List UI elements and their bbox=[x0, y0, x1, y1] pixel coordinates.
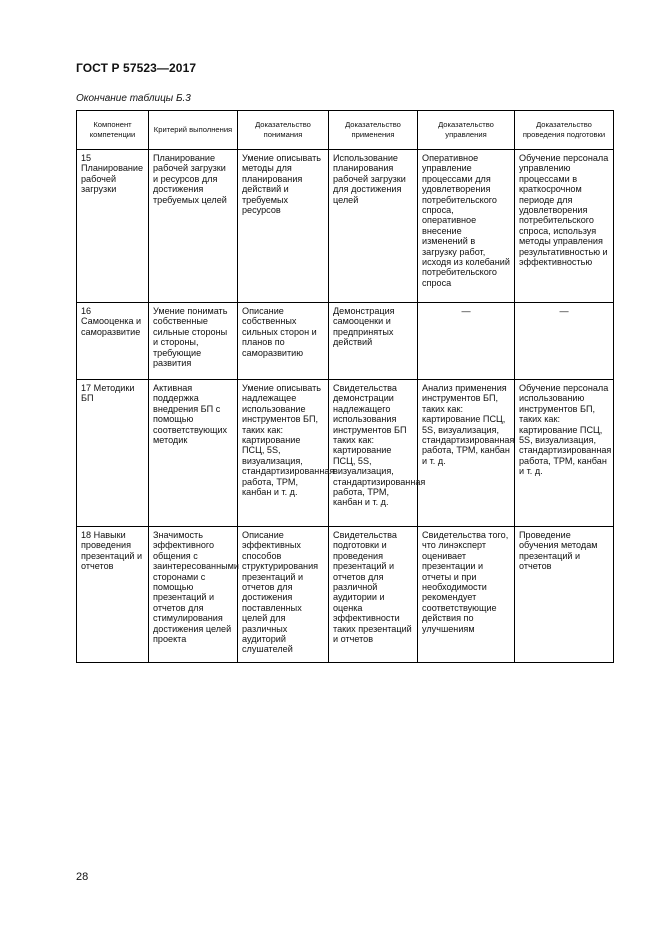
table-cell: — bbox=[515, 303, 614, 380]
table-cell: Обучение персонала использованию инструментов БП, таких как: картирование ПСЦ, 5S, визуализация, стандартизированная работа, ТРМ, канбан и т. д. bbox=[515, 380, 614, 527]
column-header: Доказательство управления bbox=[418, 111, 515, 150]
page-number: 28 bbox=[76, 871, 89, 883]
table-cell: — bbox=[418, 303, 515, 380]
table-cell: Описание эффективных способов структурирования презентаций и отчетов для достижения поставленных целей для различных аудиторий слушателей bbox=[238, 527, 329, 663]
table-header-row bbox=[77, 111, 614, 150]
table-cell: Свидетельства подготовки и проведения презентаций и отчетов для различной аудитории и оценка эффективности таких презентаций и отчетов bbox=[329, 527, 418, 663]
column-header: Критерий выполнения bbox=[149, 111, 238, 150]
table-cell: Свидетельства демонстрации надлежащего использования инструментов БП таких как: картирование ПСЦ, 5S, визуализация, стандартизированная работа, ТРМ, канбан и т. д. bbox=[329, 380, 418, 527]
table-cell: Описание собственных сильных сторон и планов по саморазвитию bbox=[238, 303, 329, 380]
table-cell: Умение понимать собственные сильные стороны и стороны, требующие развития bbox=[149, 303, 238, 380]
table-cell: Анализ применения инструментов БП, таких как: картирование ПСЦ, 5S, визуализация, стандартизированная работа, ТРМ, канбан и т. д. bbox=[418, 380, 515, 527]
table-cell: 15 Планирование рабочей загрузки bbox=[77, 150, 149, 303]
table-cell: Обучение персонала управлению процессами в краткосрочном периоде для удовлетворения потребительского спроса, используя методы управления результативностью и эффективностью bbox=[515, 150, 614, 303]
table-row bbox=[77, 527, 614, 663]
table-row bbox=[77, 150, 614, 303]
column-header: Доказательство понимания bbox=[238, 111, 329, 150]
table-cell: Демонстрация самооценки и предпринятых действий bbox=[329, 303, 418, 380]
table-caption: Окончание таблицы Б.3 bbox=[76, 93, 191, 104]
document-header: ГОСТ Р 57523—2017 bbox=[76, 61, 197, 75]
column-header: Доказательство проведения подготовки bbox=[515, 111, 614, 150]
table-cell: Умение описывать надлежащее использование инструментов БП, таких как: картирование ПСЦ, 5S, визуализация, стандартизированная работа, ТРМ, канбан и т. д. bbox=[238, 380, 329, 527]
table-cell: Использование планирования рабочей загрузки для достижения целей bbox=[329, 150, 418, 303]
table-cell: Проведение обучения методам презентаций и отчетов bbox=[515, 527, 614, 663]
column-header: Доказательство применения bbox=[329, 111, 418, 150]
table-row bbox=[77, 303, 614, 380]
column-header: Компонент компетенции bbox=[77, 111, 149, 150]
table-cell: Умение описывать методы для планирования действий и требуемых ресурсов bbox=[238, 150, 329, 303]
table-cell: Свидетельства того, что линэксперт оценивает презентации и отчеты и при необходимости рекомендует соответствующие действия по улучшениям bbox=[418, 527, 515, 663]
table-cell: 16 Самооценка и саморазвитие bbox=[77, 303, 149, 380]
competence-table bbox=[76, 110, 614, 663]
table-cell: Активная поддержка внедрения БП с помощью соответствующих методик bbox=[149, 380, 238, 527]
table-cell: 17 Методики БП bbox=[77, 380, 149, 527]
table-cell: Значимость эффективного общения с заинтересованными сторонами с помощью презентаций и отчетов для стимулирования достижения целей проекта bbox=[149, 527, 238, 663]
table-cell: Планирование рабочей загрузки и ресурсов для достижения требуемых целей bbox=[149, 150, 238, 303]
table-row bbox=[77, 380, 614, 527]
table-cell: Оперативное управление процессами для удовлетворения потребительского спроса, оперативное внесение изменений в загрузку работ, исходя из колебаний потребительского спроса bbox=[418, 150, 515, 303]
table-cell: 18 Навыки проведения презентаций и отчетов bbox=[77, 527, 149, 663]
